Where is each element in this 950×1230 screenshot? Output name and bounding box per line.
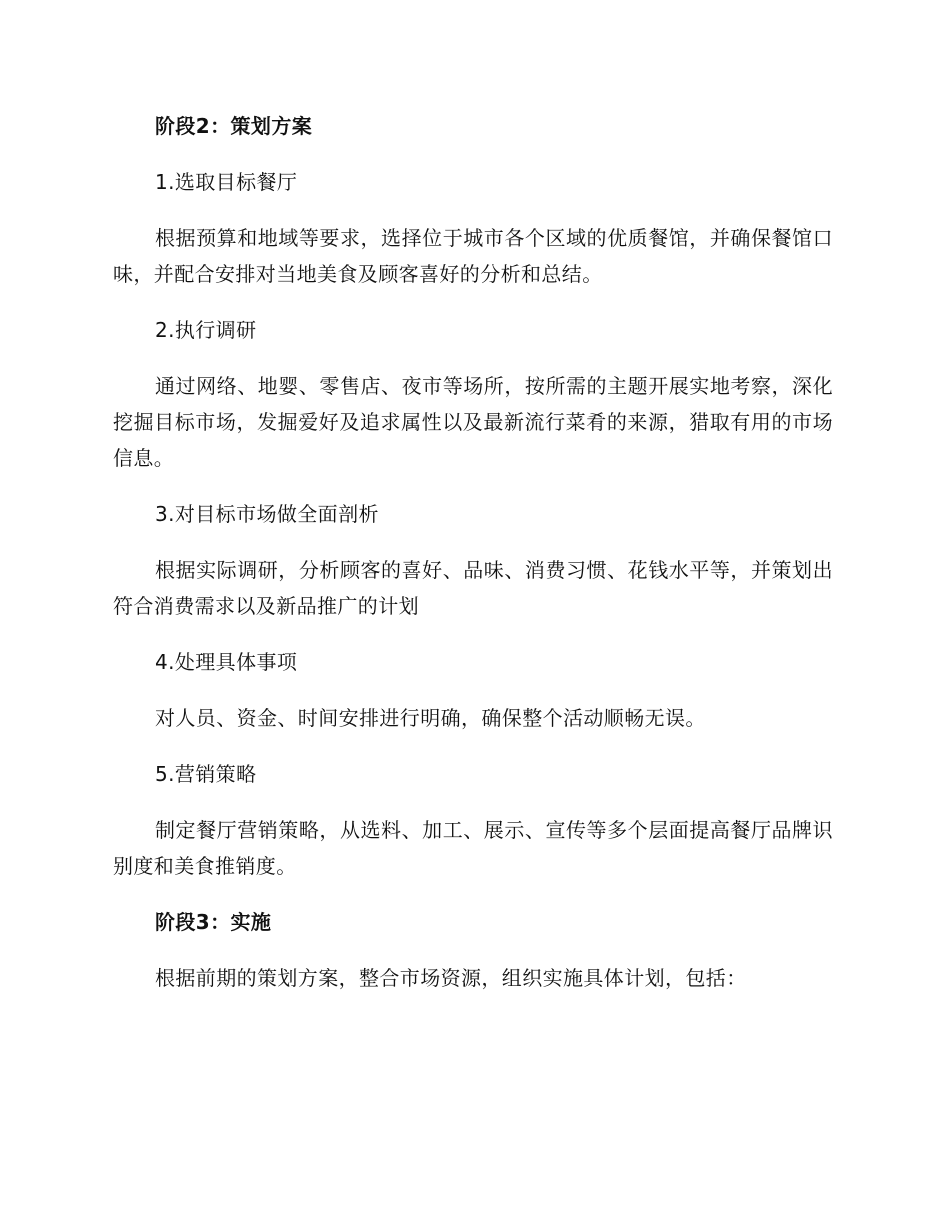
subheading-select-restaurants: 1.选取目标餐厅	[155, 170, 298, 194]
section-heading-stage-2: 阶段2：策划方案	[155, 114, 313, 138]
subheading-marketing-strategy: 5.营销策略	[155, 762, 257, 786]
document-page	[113, 108, 833, 1016]
body-paragraph: 对人员、资金、时间安排进行明确，确保整个活动顺畅无误。	[155, 706, 706, 730]
body-paragraph: 通过网络、地婴、零售店、夜市等场所，按所需的主题开展实地考察，深化挖掘目标市场，发掘爱好及追求属性以及最新流行菜肴的来源，猎取有用的市场信息。	[113, 374, 833, 470]
subheading-handle-matters: 4.处理具体事项	[155, 650, 298, 674]
body-paragraph: 根据预算和地域等要求，选择位于城市各个区域的优质餐馆，并确保餐馆口味，并配合安排对当地美食及顾客喜好的分析和总结。	[113, 226, 833, 286]
subheading-conduct-research: 2.执行调研	[155, 318, 257, 342]
body-paragraph: 根据实际调研，分析顾客的喜好、品味、消费习惯、花钱水平等，并策划出符合消费需求以及新品推广的计划	[113, 558, 833, 618]
subheading-market-analysis: 3.对目标市场做全面剖析	[155, 502, 379, 526]
section-heading-stage-3: 阶段3：实施	[155, 910, 272, 934]
body-paragraph: 制定餐厅营销策略，从选料、加工、展示、宣传等多个层面提高餐厅品牌识别度和美食推销度。	[113, 818, 833, 878]
body-paragraph: 根据前期的策划方案，整合市场资源，组织实施具体计划，包括：	[155, 966, 747, 990]
